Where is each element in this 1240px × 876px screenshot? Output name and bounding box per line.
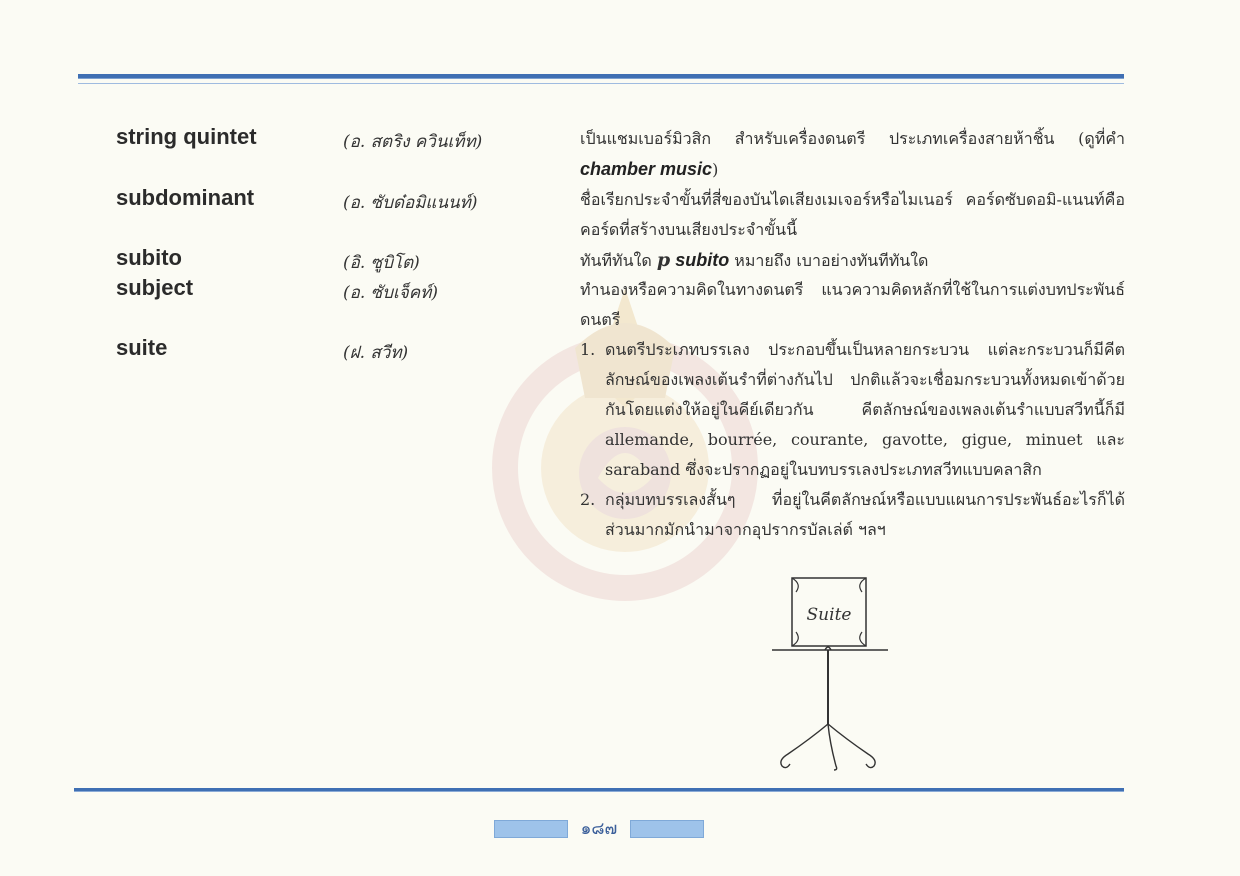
entry-definition: ทำนองหรือความคิดในทางดนตรี แนวความคิดหลักที่ใช้ในการแต่งบทประพันธ์ดนตรี [580, 280, 1125, 329]
definition-text: เป็นแชมเบอร์มิวสิก สำหรับเครื่องดนตรี ประเภทเครื่องสายห้าชิ้น (ดูที่คำ [580, 129, 1125, 148]
list-item-text: ดนตรีประเภทบรรเลง ประกอบขึ้นเป็นหลายกระบวน แต่ละกระบวนก็มีคีตลักษณ์ของเพลงเต้นรำที่ต่างกันไป ปกติแล้วจะเชื่อมกระบวนทั้งหมดเข้าด้วยกันโดยแต่งให้อยู่ในคีย์เดียวกัน คีตลักษณ์ของเพลงเต้นรำแบบสวีทนี้ก็มี allemande, bourrée, courante, gavotte, gigue, minuet และ saraband ซึ่งจะปรากฏอยู่ในบทบรรเลงประเภทสวีทแบบคลาสิก [605, 340, 1125, 479]
footer-bar-left [494, 820, 568, 838]
entry-term: string quintet [116, 124, 257, 149]
dynamic-marking: p [656, 249, 671, 271]
definition-text: หมายถึง เบาอย่างทันทีทันใด [729, 251, 929, 270]
list-item-text: กลุ่มบทบรรเลงสั้นๆ ที่อยู่ในคีตลักษณ์หรือแบบแผนการประพันธ์อะไรก็ได้ ส่วนมากมักนำมาจากอุปรากรบัลเล่ต์ ฯลฯ [605, 490, 1125, 539]
top-rule [78, 74, 1124, 79]
definition-text: ) [712, 160, 719, 179]
entry-pronunciation: (อ. สตริง ควินเท็ท) [343, 132, 483, 152]
entry-pronunciation: (อ. ซับด๋อมิแนนท์) [343, 193, 478, 213]
entry-definition [580, 245, 1125, 276]
definition-list [580, 335, 1125, 545]
list-item [580, 335, 1125, 485]
entry-term: subdominant [116, 185, 255, 210]
stand-sign-text: Suite [806, 605, 852, 625]
entry-definition [580, 124, 1125, 185]
entry-pronunciation: (อิ. ซูบิโต) [343, 253, 420, 273]
entry-pronunciation: (ฝ. สวีท) [343, 343, 409, 363]
music-stand-illustration [770, 574, 890, 774]
page-number: ๑๘๗ [580, 819, 618, 839]
list-number: 1. [580, 340, 596, 359]
entry-pronunciation: (อ. ซับเจ็คท์) [343, 283, 438, 303]
definition-crossref: chamber music [580, 159, 713, 179]
entry-term: subject [116, 275, 194, 300]
definition-text: ทันทีทันใด [580, 251, 657, 270]
entry-term: subito [116, 245, 182, 270]
entry-term: suite [116, 335, 168, 360]
list-item [580, 485, 1125, 545]
entry-definition: ชื่อเรียกประจำขั้นที่สี่ของบันไดเสียงเมเจอร์หรือไมเนอร์ คอร์ดซับดอมิ-แนนท์คือ คอร์ดที่สร้างบนเสียงประจำขั้นนี้ [580, 190, 1125, 239]
page-footer [494, 818, 704, 840]
footer-bar-right [630, 820, 704, 838]
list-number: 2. [580, 490, 596, 509]
bottom-rule [74, 788, 1124, 792]
definition-term: subito [675, 250, 730, 270]
